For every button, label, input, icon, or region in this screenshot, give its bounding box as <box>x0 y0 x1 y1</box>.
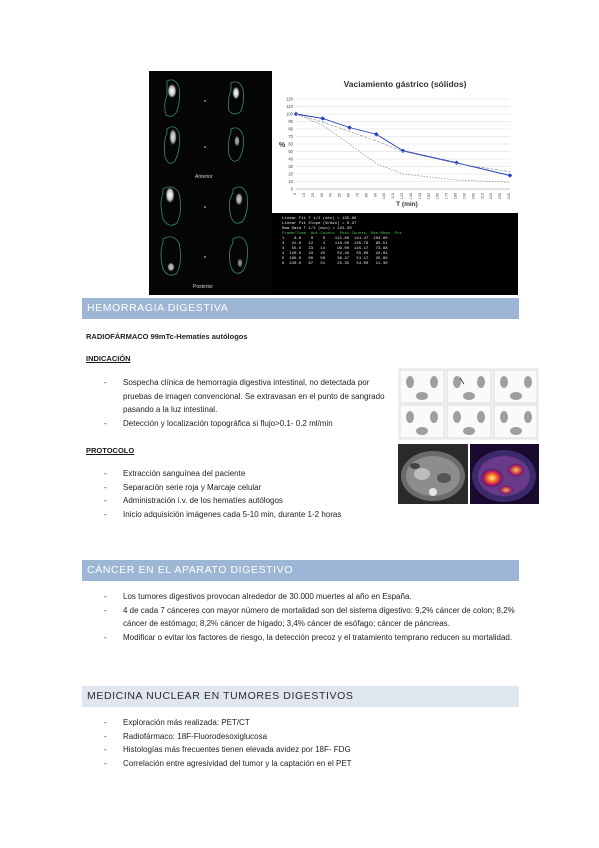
data-point <box>374 132 379 137</box>
y-tick-label: 60 <box>288 141 293 147</box>
list-item: - 4 de cada 7 cánceres con mayor número de mortalidad son del sistema digestivo: 9,2% cáncer de colon; 8,2% cáncer de estómago; 8,2% cáncer de hígado; 3,4% cáncer de esófago; cáncer de páncreas. <box>104 604 516 631</box>
ct-graphic <box>398 444 468 504</box>
radiofarmaco-text: RADIOFÁRMACO 99mTc-Hematíes autólogos <box>86 332 248 341</box>
y-tick-label: 80 <box>288 126 293 132</box>
x-tick-label: 20 <box>310 193 315 198</box>
x-tick-label: 110 <box>391 193 396 200</box>
x-tick-label: 200 <box>471 193 476 200</box>
table-line: 5 180.0 60 50 36.37 51.17 25.80 <box>282 257 388 261</box>
list-item: - Inicio adquisición imágenes cada 5-10 min, durante 1-2 horas <box>104 508 394 522</box>
chart-y-label: % <box>278 142 286 149</box>
table-line: 2 21.8 12 4 110.00 135.76 95.51 <box>282 242 388 246</box>
x-tick-label: 50 <box>337 193 342 198</box>
protocolo-label: PROTOCOLO <box>86 446 135 455</box>
y-tick-label: 100 <box>286 111 293 117</box>
x-tick-label: 170 <box>444 193 449 200</box>
list-item: - Modificar o evitar los factores de riesgo, la detección precoz y el tratamiento temprano reducen su mortalidad. <box>104 631 516 645</box>
section-header-tumores: MEDICINA NUCLEAR EN TUMORES DIGESTIVOS <box>82 686 519 707</box>
table-line: 4 120.0 33 25 52.40 55.08 42.01 <box>282 252 388 256</box>
chart-series <box>294 112 513 183</box>
y-tick-label: 70 <box>288 134 293 139</box>
x-tick-label: 70 <box>355 193 360 198</box>
bleeding-scan-images <box>398 368 539 440</box>
x-tick-label: 240 <box>507 193 511 200</box>
list-item: - Detección y localización topográfica si flujo>0.1- 0.2 ml/min <box>104 417 394 431</box>
y-tick-label: 50 <box>288 149 293 154</box>
table-line: Linear Fit T 1/2 (min) = 135.86 <box>282 217 357 221</box>
y-tick-label: 40 <box>288 156 293 162</box>
x-tick-label: 210 <box>480 193 485 200</box>
x-tick-label: 220 <box>489 193 494 200</box>
list-item: - Radiofármaco: 18F-Fluorodesoxiglucosa <box>104 730 516 744</box>
x-tick-label: 100 <box>382 193 387 200</box>
table-line: 3 55.5 23 14 99.00 115.17 73.88 <box>282 247 388 251</box>
list-item: - Extracción sanguínea del paciente <box>104 467 394 481</box>
x-tick-label: 60 <box>346 193 351 198</box>
bleeding-scan-graphic <box>398 368 539 440</box>
ct-image <box>398 444 468 504</box>
x-tick-label: 40 <box>328 193 333 198</box>
tumores-list <box>104 716 516 770</box>
x-tick-label: 190 <box>462 193 467 200</box>
section-header-cancer: CÁNCER EN EL APARATO DIGESTIVO <box>82 560 519 581</box>
table-line: 6 240.0 67 51 25.35 54.00 11.30 <box>282 262 388 266</box>
x-tick-label: 90 <box>373 193 378 198</box>
series-line <box>296 114 510 172</box>
y-tick-label: 0 <box>290 186 293 192</box>
x-tick-label: 0 <box>293 193 297 196</box>
y-tick-label: 110 <box>286 104 293 109</box>
list-item: - Administración i.v. de los hematíes autólogos <box>104 494 394 508</box>
table-line: Frame/Time Ant.Counts Post.Counts Geo.Mean Pct <box>282 232 403 236</box>
list-item: - Exploración más realizada: PET/CT <box>104 716 516 730</box>
y-tick-label: 20 <box>288 171 293 177</box>
gastric-emptying-table <box>272 213 518 295</box>
gastric-emptying-figure <box>149 71 518 295</box>
table-line: 1 0.0 0 0 121.80 141.47 103.00 <box>282 237 388 241</box>
x-tick-label: 80 <box>364 193 369 198</box>
y-tick-label: 120 <box>286 96 293 102</box>
x-tick-label: 140 <box>417 193 422 200</box>
y-tick-label: 90 <box>288 119 293 124</box>
y-tick-label: 10 <box>288 179 293 184</box>
data-point <box>454 160 459 165</box>
list-item: - Correlación entre agresividad del tumor y la captación en el PET <box>104 757 516 771</box>
pet-image <box>470 444 539 504</box>
posterior-label: Posterior <box>193 284 214 290</box>
data-point <box>401 148 406 153</box>
cancer-list <box>104 590 516 644</box>
list-item: - Sospecha clínica de hemorragia digestiva intestinal, no detectada por pruebas de imagen convencional. Se extravasan en el punto de sangrado pasando a la luz intestinal. <box>104 376 394 417</box>
list-item: - Histologías más frecuentes tienen elevada avidez por 18F- FDG <box>104 743 516 757</box>
x-tick-label: 130 <box>408 193 413 200</box>
list-item: - Separación serie roja y Marcaje celular <box>104 481 394 495</box>
y-tick-label: 30 <box>288 164 293 169</box>
gastric-emptying-chart <box>272 71 518 213</box>
table-line: Raw Data T 1/2 (min) = 124.30 <box>282 227 352 231</box>
data-point <box>320 116 325 121</box>
x-tick-label: 180 <box>453 193 458 200</box>
indicacion-list <box>104 376 394 430</box>
chart-x-label: T (min) <box>396 201 418 208</box>
x-tick-label: 160 <box>435 193 440 200</box>
pet-graphic <box>470 444 539 504</box>
chart-title: Vaciamiento gástrico (sólidos) <box>343 79 467 89</box>
x-tick-label: 230 <box>498 193 503 200</box>
table-lines <box>282 217 402 267</box>
chart-svg <box>272 71 518 213</box>
x-tick-label: 150 <box>426 193 431 200</box>
scintigraphy-images <box>149 71 272 295</box>
x-tick-label: 120 <box>400 193 404 200</box>
section-header-hemorragia: HEMORRAGIA DIGESTIVA <box>82 298 519 319</box>
chart-grid <box>296 99 510 189</box>
x-tick-label: 10 <box>301 193 306 198</box>
list-item: - Los tumores digestivos provocan alrededor de 30.000 muertes al año en España. <box>104 590 516 604</box>
protocolo-list <box>104 467 394 521</box>
indicacion-label: INDICACIÓN <box>86 354 131 363</box>
x-tick-label: 30 <box>319 193 324 198</box>
table-line: Linear Fit Slope (%/min) = 0.37 <box>282 222 357 226</box>
anterior-label: Anterior <box>195 174 213 180</box>
scintigraphy-graphic <box>149 71 272 295</box>
